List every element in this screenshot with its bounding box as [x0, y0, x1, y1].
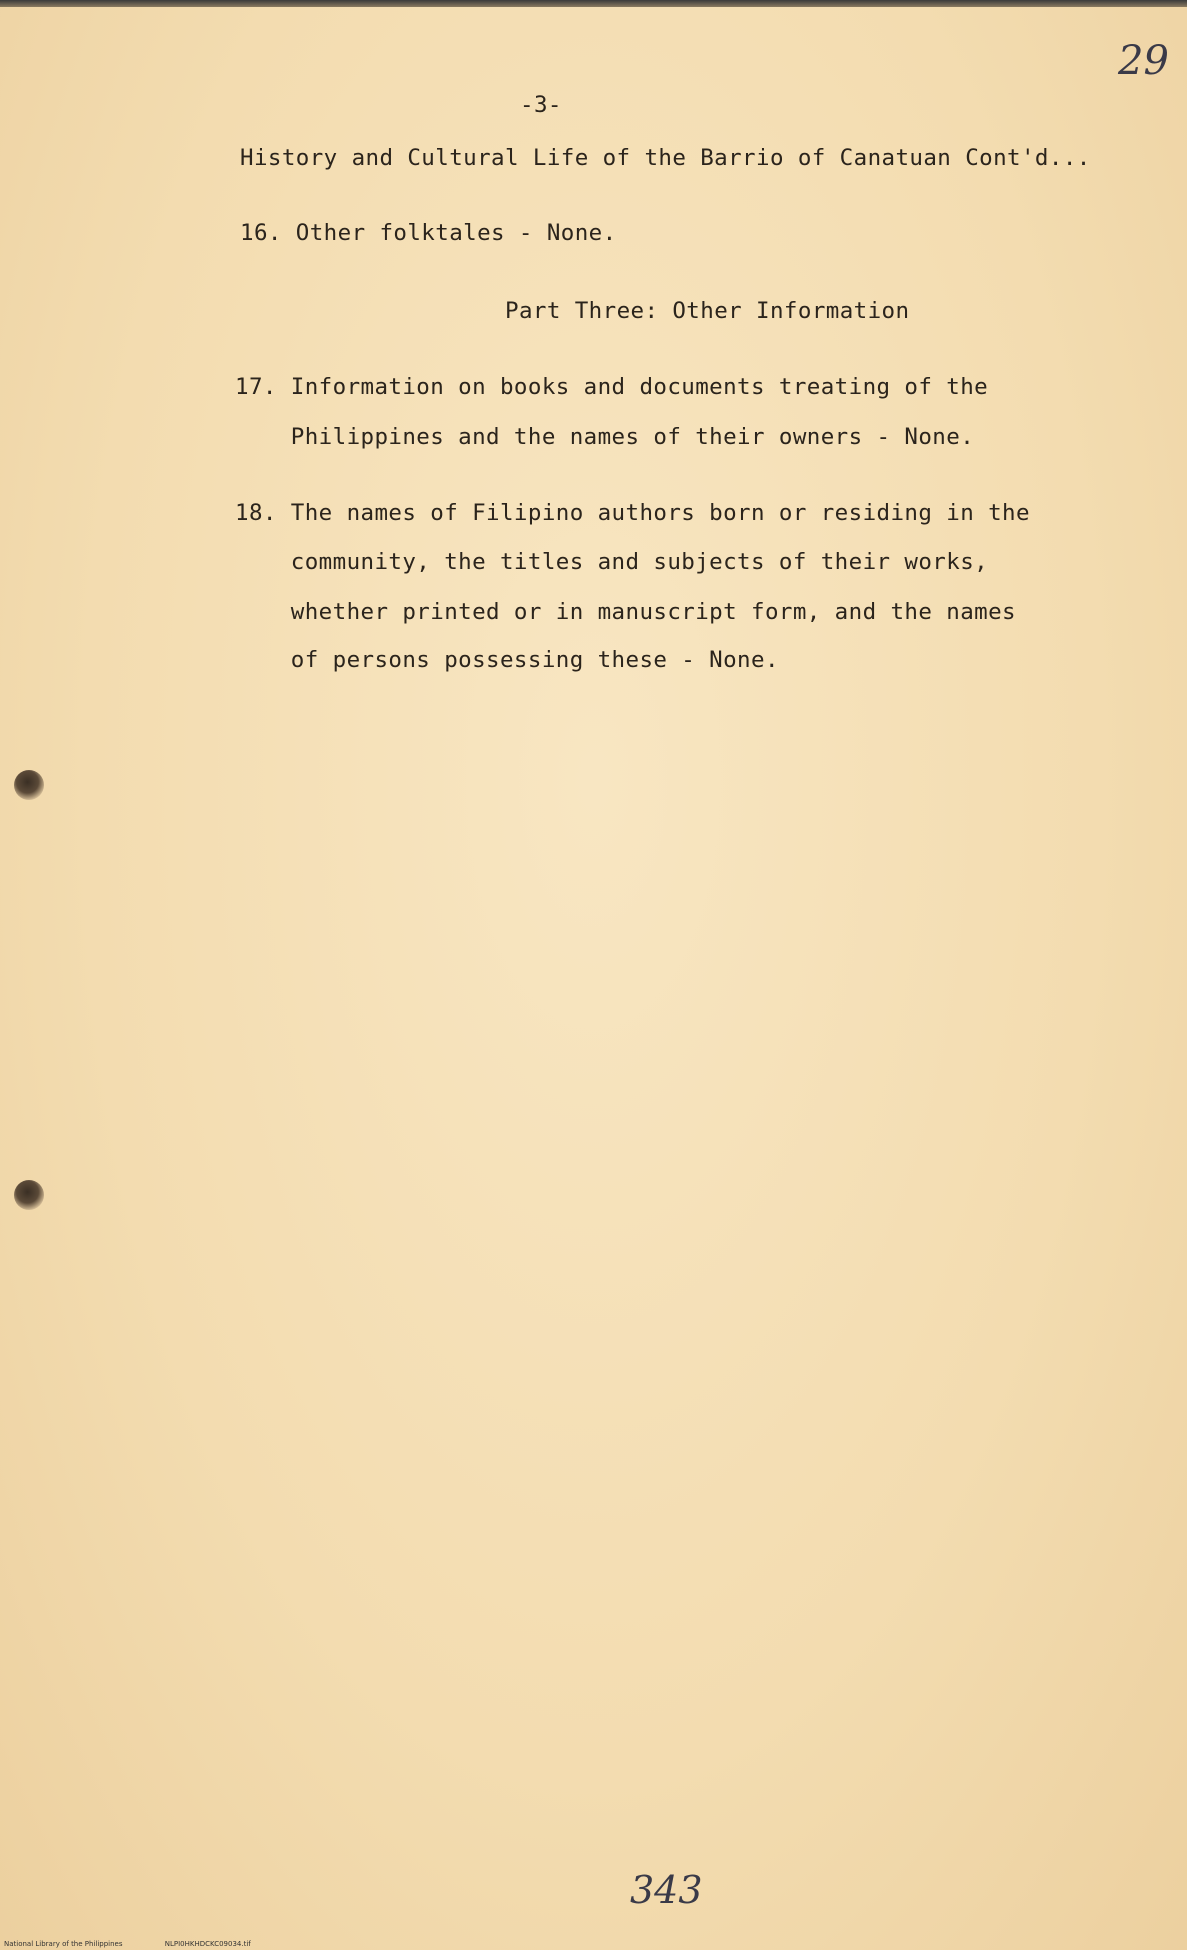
item-18-line-4: of persons possessing these - None. — [235, 647, 779, 673]
running-title: History and Cultural Life of the Barrio of Canatuan Cont'd... — [240, 145, 1091, 171]
handwritten-page-stamp: 343 — [630, 1868, 703, 1912]
punch-hole-upper — [14, 770, 44, 800]
item-18-line-3: whether printed or in manuscript form, and the names — [235, 599, 1016, 625]
part-three-heading: Part Three: Other Information — [505, 298, 910, 324]
item-16: 16. Other folktales - None. — [240, 220, 617, 246]
item-18-line-1: 18. The names of Filipino authors born or residing in the — [235, 500, 1030, 526]
item-17-line-2: Philippines and the names of their owners - None. — [235, 424, 975, 450]
item-18-line-2: community, the titles and subjects of their works, — [235, 549, 989, 575]
item-17-line-1: 17. Information on books and documents treating of the — [235, 374, 989, 400]
footer-library: National Library of the Philippines — [4, 1940, 123, 1948]
page-number: -3- — [520, 92, 562, 118]
handwritten-folio-number: 29 — [1118, 38, 1169, 84]
footer-filename: NLPI0HKHDCKC09034.tif — [164, 1940, 251, 1948]
scan-footer — [4, 1940, 291, 1948]
punch-hole-lower — [14, 1180, 44, 1210]
